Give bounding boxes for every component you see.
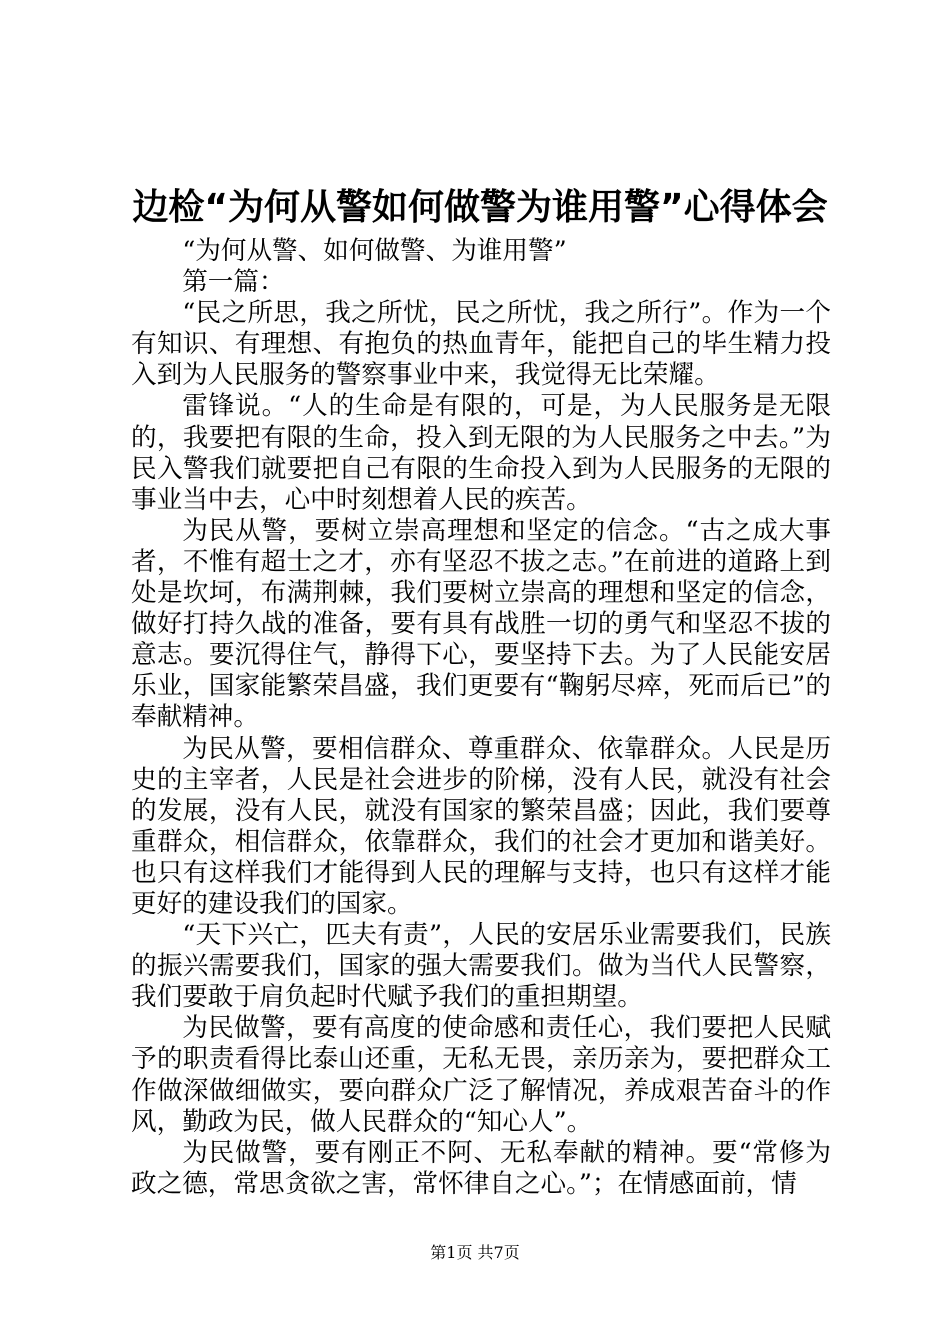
document-title: 边检“为何从警如何做警为谁用警”心得体会 <box>132 187 828 228</box>
body-paragraph: 为民从警，要相信群众、尊重群众、依靠群众。人民是历史的主宰者，人民是社会进步的阶梯，没有人民，就没有社会的发展，没有人民，就没有国家的繁荣昌盛；因此，我们要尊重群众，相信群众，依靠群众，我们的社会才更加和谐美好。也只有这样我们才能得到人民的理解与支持，也只有这样才能更好的建设我们的国家。 <box>131 733 831 919</box>
body-paragraph: 为民做警，要有高度的使命感和责任心，我们要把人民赋予的职责看得比泰山还重，无私无畏，亲历亲为，要把群众工作做深做细做实，要向群众广泛了解情况，养成艰苦奋斗的作风，勤政为民，做人民群众的“知心人”。 <box>131 1013 831 1137</box>
subtitle-paragraph: “为何从警、如何做警、为谁用警” <box>182 236 567 266</box>
section-heading: 第一篇： <box>182 267 285 298</box>
body-paragraph: 为民做警，要有刚正不阿、无私奉献的精神。要“常修为政之德，常思贪欲之害，常怀律自之心。”；在情感面前，情 <box>131 1137 831 1199</box>
page-number-footer: 第1页 共7页 <box>430 1243 520 1262</box>
body-paragraph: “民之所思，我之所忧，民之所忧，我之所行”。作为一个有知识、有理想、有抱负的热血青年，能把自己的毕生精力投入到为人民服务的警察事业中来，我觉得无比荣耀。 <box>131 298 831 391</box>
document-body <box>131 236 831 1200</box>
body-paragraph: 为民从警，要树立崇高理想和坚定的信念。“古之成大事者，不惟有超士之才，亦有坚忍不拔之志。”在前进的道路上到处是坎坷，布满荆棘，我们要树立崇高的理想和坚定的信念，做好打持久战的准备，要有具有战胜一切的勇气和坚忍不拔的意志。要沉得住气，静得下心，要坚持下去。为了人民能安居乐业，国家能繁荣昌盛，我们更要有“鞠躬尽瘁，死而后已”的奉献精神。 <box>131 515 831 733</box>
body-paragraph: “天下兴亡，匹夫有责”，人民的安居乐业需要我们，民族的振兴需要我们，国家的强大需要我们。做为当代人民警察，我们要敢于肩负起时代赋予我们的重担期望。 <box>131 920 831 1013</box>
body-paragraph: 雷锋说。“人的生命是有限的，可是，为人民服务是无限的，我要把有限的生命，投入到无限的为人民服务之中去。”为民入警我们就要把自己有限的生命投入到为人民服务的无限的事业当中去，心中时刻想着人民的疾苦。 <box>131 391 831 515</box>
